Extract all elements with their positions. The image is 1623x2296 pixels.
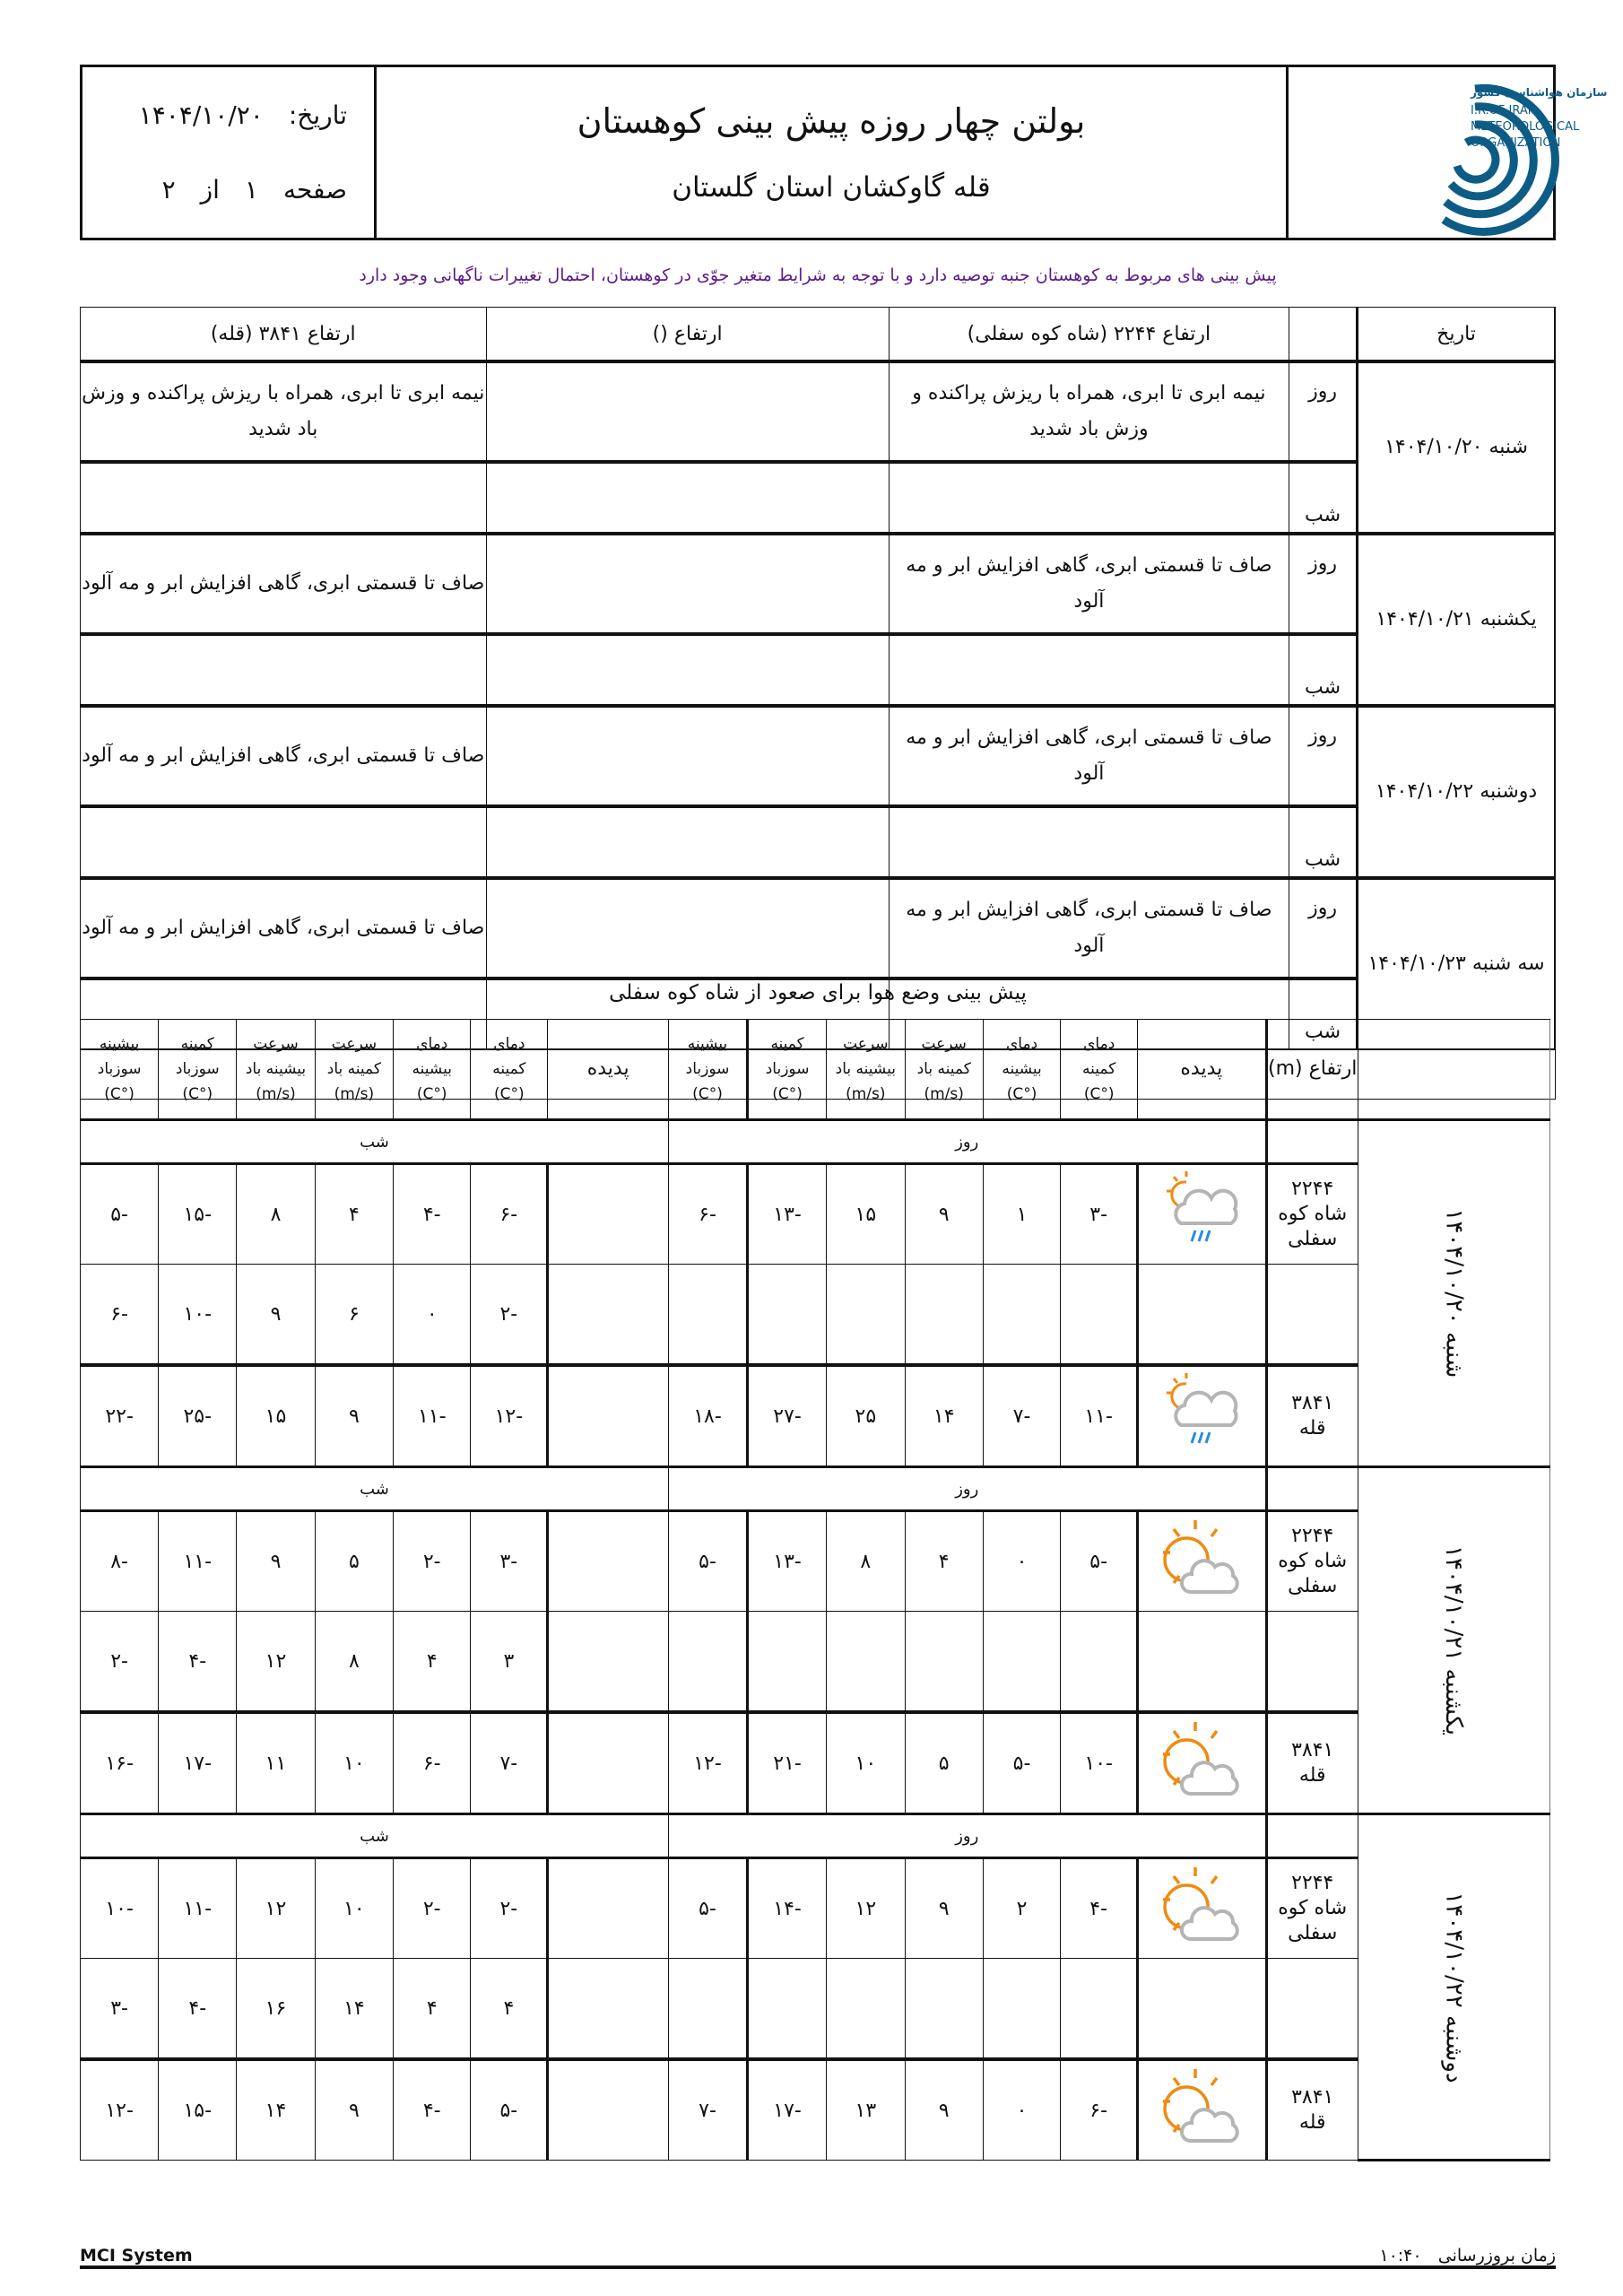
summary-night-alt2 [486, 806, 889, 878]
detail-header-min-chill-day: کمینه سوزباد (°C) [748, 1020, 827, 1120]
day-min-wind-cell: ۱۴ [905, 1365, 983, 1467]
night-max-wind-cell: ۱۶ [237, 1959, 315, 2060]
day-max-chill-cell [668, 1265, 747, 1366]
day-min-chill-cell: -۲۷ [748, 1365, 827, 1467]
day-min-chill-cell: -۱۳ [748, 1164, 827, 1265]
day-max-wind-cell [827, 1265, 905, 1366]
night-max-temp-cell: ۰ [394, 1265, 471, 1366]
title-cell [374, 67, 1286, 238]
logo-text-fa: سازمان هواشناسی کشور [1470, 86, 1607, 99]
night-min-temp-cell: -۲ [471, 1858, 548, 1959]
day-min-wind-cell [905, 1612, 983, 1713]
detail-night-caption: شب [81, 1467, 669, 1511]
night-max-wind-cell: ۱۴ [237, 2059, 315, 2161]
summary-day-alt3: صاف تا قسمتی ابری، گاهی افزایش ابر و مه آلود [81, 534, 487, 634]
summary-night-alt1 [889, 806, 1289, 878]
day-min-temp-cell [1061, 1959, 1138, 2060]
night-max-chill-cell: -۶ [81, 1265, 159, 1366]
night-max-wind-cell: ۱۱ [237, 1712, 315, 1814]
altitude-name: شاه کوه سفلی [1278, 1203, 1348, 1250]
day-min-chill-cell: -۱۷ [748, 2059, 827, 2161]
night-min-temp-cell: -۷ [471, 1712, 548, 1814]
logo-cell [1286, 67, 1607, 238]
partly-cloudy-rain-icon [1161, 1235, 1242, 1257]
day-max-chill-cell: -۷ [668, 2059, 747, 2161]
altitude-value: ۲۲۴۴ [1291, 1178, 1334, 1200]
date-label: تاریخ: [288, 100, 347, 130]
night-max-chill-cell: -۱۶ [81, 1712, 159, 1814]
night-phenomenon-cell [548, 2059, 669, 2161]
day-min-temp-cell: -۱۰ [1061, 1712, 1138, 1814]
summary-night-alt2 [486, 462, 889, 534]
summary-day-alt2 [486, 878, 889, 978]
night-min-chill-cell: -۴ [159, 1612, 237, 1713]
summary-day-alt1: صاف تا قسمتی ابری، گاهی افزایش ابر و مه آلود [889, 534, 1289, 634]
altitude-cell [1266, 1612, 1358, 1713]
night-min-temp-cell: -۳ [471, 1511, 548, 1612]
detail-day-caption: روز [668, 1120, 1266, 1164]
night-min-chill-cell: -۱۱ [159, 1858, 237, 1959]
day-max-temp-cell: ۰ [983, 2059, 1060, 2161]
night-min-wind-cell: ۱۴ [315, 1959, 393, 2060]
detail-data-row [81, 1365, 1550, 1467]
night-max-temp-cell: -۲ [394, 1858, 471, 1959]
detail-header-min-temp-night: دمای کمینه (°C) [471, 1020, 548, 1120]
altitude-cell [1266, 1365, 1358, 1467]
day-phenomenon-cell [1138, 1511, 1266, 1612]
detail-header-max-chill-day: بیشینه سوزباد (°C) [668, 1020, 747, 1120]
logo-spiral-icon [1444, 88, 1555, 231]
detail-day-caption: روز [668, 1814, 1266, 1858]
page-current: ۱ [244, 175, 258, 204]
day-min-wind-cell: ۹ [905, 1164, 983, 1265]
detail-header-altitude: ارتفاع (m) [1266, 1020, 1358, 1120]
night-max-temp-cell: -۶ [394, 1712, 471, 1814]
altitude-cell [1266, 1511, 1358, 1612]
summary-night-alt2 [486, 634, 889, 706]
detail-data-row [81, 1959, 1550, 2060]
night-min-temp-cell: -۵ [471, 2059, 548, 2161]
detail-night-caption: شب [81, 1120, 669, 1164]
night-max-wind-cell: ۱۲ [237, 1612, 315, 1713]
day-label: روز [1289, 878, 1357, 978]
altitude-name: قله [1298, 2111, 1326, 2134]
system-name: MCI System [80, 2246, 193, 2266]
night-max-wind-cell: ۱۲ [237, 1858, 315, 1959]
night-max-wind-cell: ۱۵ [237, 1365, 315, 1467]
night-max-temp-cell: ۴ [394, 1959, 471, 2060]
altitude-cell [1266, 1164, 1358, 1265]
detail-header-min-wind-night: سرعت کمینه باد (m/s) [315, 1020, 393, 1120]
summary-header-date: تاریخ [1358, 308, 1555, 362]
day-max-temp-cell [983, 1612, 1060, 1713]
altitude-name: قله [1298, 1764, 1326, 1787]
detail-data-row [81, 2059, 1550, 2161]
summary-day-alt2 [486, 706, 889, 806]
night-max-chill-cell: -۱۰ [81, 1858, 159, 1959]
day-min-temp-cell [1061, 1265, 1138, 1366]
detail-header-day [1358, 1020, 1549, 1120]
night-max-chill-cell: -۲ [81, 1612, 159, 1713]
day-max-chill-cell [668, 1959, 747, 2060]
detail-day-label-text: دوشنبه ۱۴۰۴/۱۰/۲۲ [1440, 1891, 1468, 2083]
detail-day-label [1358, 1120, 1549, 1467]
update-time-value: ۱۰:۴۰ [1379, 2246, 1422, 2266]
day-max-chill-cell [668, 1612, 747, 1713]
day-max-wind-cell: ۱۳ [827, 2059, 905, 2161]
night-phenomenon-cell [548, 1365, 669, 1467]
summary-day-row [81, 706, 1556, 806]
summary-night-alt3 [81, 634, 487, 706]
summary-night-alt3 [81, 806, 487, 878]
altitude-value: ۲۲۴۴ [1291, 1525, 1334, 1547]
night-min-wind-cell: ۶ [315, 1265, 393, 1366]
night-phenomenon-cell [548, 1265, 669, 1366]
detail-forecast-table [80, 1019, 1550, 2161]
update-time-label: زمان بروزرسانی [1437, 2246, 1556, 2266]
night-label: شب [1289, 978, 1357, 1049]
summary-day-row [81, 878, 1556, 978]
day-max-chill-cell: -۱۸ [668, 1365, 747, 1467]
night-max-chill-cell: -۸ [81, 1511, 159, 1612]
detail-header-max-wind-day: سرعت بیشینه باد (m/s) [827, 1020, 905, 1120]
day-min-temp-cell: -۱۱ [1061, 1365, 1138, 1467]
summary-day-alt1: صاف تا قسمتی ابری، گاهی افزایش ابر و مه آلود [889, 706, 1289, 806]
night-max-temp-cell: -۴ [394, 2059, 471, 2161]
day-phenomenon-cell [1138, 1959, 1266, 2060]
summary-date-cell: دوشنبه ۱۴۰۴/۱۰/۲۲ [1358, 706, 1555, 878]
detail-data-row [81, 1265, 1550, 1366]
night-phenomenon-cell [548, 1612, 669, 1713]
detail-section-title: پیش بینی وضع هوا برای صعود از شاه کوه سفلی [609, 981, 1027, 1004]
night-min-wind-cell: ۴ [315, 1164, 393, 1265]
summary-date-cell: یکشنبه ۱۴۰۴/۱۰/۲۱ [1358, 534, 1555, 706]
day-max-wind-cell: ۱۲ [827, 1858, 905, 1959]
detail-header-max-temp-night: دمای بیشینه (°C) [394, 1020, 471, 1120]
day-max-temp-cell: -۷ [983, 1365, 1060, 1467]
summary-header-alt1: ارتفاع ۲۲۴۴ (شاه کوه سفلی) [889, 308, 1289, 362]
detail-day-caption: روز [668, 1467, 1266, 1511]
day-min-temp-cell: -۴ [1061, 1858, 1138, 1959]
logo-text-en-1: I.R.OF IRAN [1470, 104, 1536, 117]
date-row [109, 100, 347, 130]
summary-day-alt3: صاف تا قسمتی ابری، گاهی افزایش ابر و مه آلود [81, 706, 487, 806]
page-of: از [200, 175, 220, 204]
day-max-wind-cell: ۲۵ [827, 1365, 905, 1467]
night-max-temp-cell: ۴ [394, 1612, 471, 1713]
altitude-cell [1266, 1858, 1358, 1959]
night-min-chill-cell: -۴ [159, 1959, 237, 2060]
sun-behind-cloud-icon [1161, 2131, 1242, 2153]
bulletin-title: بولتن چهار روزه پیش بینی کوهستان [577, 101, 1086, 141]
summary-header-daynight [1289, 308, 1357, 362]
logo-text-en-2: METEOROLOGICAL [1470, 120, 1579, 134]
night-max-wind-cell: ۸ [237, 1164, 315, 1265]
day-phenomenon-cell [1138, 1164, 1266, 1265]
day-min-chill-cell [748, 1959, 827, 2060]
update-time-group [1379, 2246, 1556, 2266]
day-label: روز [1289, 534, 1357, 634]
night-phenomenon-cell [548, 1511, 669, 1612]
day-min-chill-cell: -۲۱ [748, 1712, 827, 1814]
night-max-chill-cell: -۲۲ [81, 1365, 159, 1467]
day-phenomenon-cell [1138, 1612, 1266, 1713]
detail-header-min-chill-night: کمینه سوزباد (°C) [159, 1020, 237, 1120]
day-min-wind-cell: ۴ [905, 1511, 983, 1612]
day-max-wind-cell: ۱۵ [827, 1164, 905, 1265]
day-max-temp-cell: ۱ [983, 1164, 1060, 1265]
day-min-wind-cell: ۵ [905, 1712, 983, 1814]
day-phenomenon-cell [1138, 1712, 1266, 1814]
detail-day-label [1358, 1467, 1549, 1814]
day-min-wind-cell [905, 1265, 983, 1366]
altitude-name: قله [1298, 1417, 1326, 1439]
day-phenomenon-cell [1138, 1365, 1266, 1467]
logo-text-en-3: ORGANIZATION [1470, 136, 1560, 150]
detail-data-row [81, 1712, 1550, 1814]
day-max-chill-cell: -۶ [668, 1164, 747, 1265]
summary-night-alt3 [81, 462, 487, 534]
day-label: روز [1289, 706, 1357, 806]
day-max-chill-cell: -۱۲ [668, 1712, 747, 1814]
page-row [109, 175, 347, 204]
day-max-temp-cell [983, 1265, 1060, 1366]
summary-day-alt3: نیمه ابری تا ابری، همراه با ریزش پراکنده و وزش باد شدید [81, 361, 487, 462]
summary-header-row [81, 308, 1556, 362]
day-max-wind-cell [827, 1959, 905, 2060]
detail-data-row [81, 1858, 1550, 1959]
summary-header-alt3: ارتفاع ۳۸۴۱ (قله) [81, 308, 487, 362]
detail-caption-alt-empty [1266, 1814, 1358, 1858]
detail-caption-alt-empty [1266, 1120, 1358, 1164]
day-max-temp-cell: ۰ [983, 1511, 1060, 1612]
bulletin-subtitle: قله گاوکشان استان گلستان [672, 171, 991, 204]
day-max-wind-cell: ۱۰ [827, 1712, 905, 1814]
partly-cloudy-rain-icon [1161, 1437, 1242, 1459]
altitude-value: ۳۸۴۱ [1291, 1739, 1334, 1761]
night-max-chill-cell: -۳ [81, 1959, 159, 2060]
day-min-chill-cell [748, 1612, 827, 1713]
summary-date-cell: سه شنبه ۱۴۰۴/۱۰/۲۳ [1358, 878, 1555, 1049]
sun-behind-cloud-icon [1161, 1582, 1242, 1605]
summary-day-alt1: نیمه ابری تا ابری، همراه با ریزش پراکنده و وزش باد شدید [889, 361, 1289, 462]
day-min-chill-cell [748, 1265, 827, 1366]
detail-data-row [81, 1164, 1550, 1265]
summary-night-alt1 [889, 462, 1289, 534]
summary-header-alt2: ارتفاع () [486, 308, 889, 362]
detail-header-row [81, 1020, 1550, 1120]
summary-night-alt1 [889, 634, 1289, 706]
summary-night-row [81, 634, 1556, 706]
night-min-temp-cell: -۱۲ [471, 1365, 548, 1467]
night-min-temp-cell: -۲ [471, 1265, 548, 1366]
day-max-wind-cell: ۸ [827, 1511, 905, 1612]
night-max-temp-cell: -۴ [394, 1164, 471, 1265]
day-max-wind-cell [827, 1612, 905, 1713]
day-min-chill-cell: -۱۴ [748, 1858, 827, 1959]
day-phenomenon-cell [1138, 1265, 1266, 1366]
night-max-chill-cell: -۵ [81, 1164, 159, 1265]
altitude-name: شاه کوه سفلی [1278, 1897, 1348, 1944]
sun-behind-cloud-icon [1161, 1929, 1242, 1952]
night-min-chill-cell: -۱۷ [159, 1712, 237, 1814]
detail-data-row [81, 1612, 1550, 1713]
night-min-chill-cell: -۱۵ [159, 1164, 237, 1265]
altitude-value: ۲۲۴۴ [1291, 1872, 1334, 1894]
night-phenomenon-cell [548, 1858, 669, 1959]
day-min-temp-cell: -۳ [1061, 1164, 1138, 1265]
page-footer [80, 2239, 1556, 2269]
night-phenomenon-cell [548, 1164, 669, 1265]
night-min-wind-cell: ۹ [315, 2059, 393, 2161]
night-min-chill-cell: -۱۵ [159, 2059, 237, 2161]
detail-caption-alt-empty [1266, 1467, 1358, 1511]
night-max-temp-cell: -۲ [394, 1511, 471, 1612]
night-max-temp-cell: -۱۱ [394, 1365, 471, 1467]
detail-header-max-temp-day: دمای بیشینه (°C) [983, 1020, 1060, 1120]
summary-day-alt1: صاف تا قسمتی ابری، گاهی افزایش ابر و مه آلود [889, 878, 1289, 978]
night-min-temp-cell: -۶ [471, 1164, 548, 1265]
night-min-temp-cell: ۳ [471, 1612, 548, 1713]
date-value: ۱۴۰۴/۱۰/۲۰ [138, 100, 264, 130]
summary-day-alt2 [486, 361, 889, 462]
day-max-temp-cell: ۲ [983, 1858, 1060, 1959]
day-min-temp-cell: -۶ [1061, 2059, 1138, 2161]
altitude-cell [1266, 1959, 1358, 2060]
summary-night-row [81, 462, 1556, 534]
altitude-cell [1266, 1265, 1358, 1366]
detail-header-phenomenon-night: پدیده [548, 1020, 669, 1120]
detail-night-caption: شب [81, 1814, 669, 1858]
day-min-chill-cell: -۱۳ [748, 1511, 827, 1612]
detail-caption-row [81, 1814, 1550, 1858]
day-max-chill-cell: -۵ [668, 1511, 747, 1612]
day-min-wind-cell: ۹ [905, 1858, 983, 1959]
day-min-temp-cell [1061, 1612, 1138, 1713]
summary-night-row [81, 806, 1556, 878]
day-label: روز [1289, 361, 1357, 462]
detail-data-row [81, 1511, 1550, 1612]
day-max-temp-cell [983, 1959, 1060, 2060]
page-total: ۲ [161, 175, 176, 204]
day-phenomenon-cell [1138, 1858, 1266, 1959]
night-min-wind-cell: ۸ [315, 1612, 393, 1713]
detail-header-max-chill-night: بیشینه سوزباد (°C) [81, 1020, 159, 1120]
summary-day-alt3: صاف تا قسمتی ابری، گاهی افزایش ابر و مه آلود [81, 878, 487, 978]
night-phenomenon-cell [548, 1712, 669, 1814]
meta-cell [82, 67, 374, 238]
night-min-temp-cell: ۴ [471, 1959, 548, 2060]
day-max-temp-cell: -۵ [983, 1712, 1060, 1814]
disclaimer-notice: پیش بینی های مربوط به کوهستان جنبه توصیه دارد و با توجه به شرایط متغیر جوّی در کوهستان، احتمال تغییرات ناگهانی وجود دارد [359, 265, 1277, 285]
detail-day-label-text: یکشنبه ۱۴۰۴/۱۰/۲۱ [1440, 1545, 1468, 1735]
altitude-cell [1266, 1712, 1358, 1814]
summary-day-row [81, 361, 1556, 462]
detail-header-min-temp-day: دمای کمینه (°C) [1061, 1020, 1138, 1120]
detail-header-min-wind-day: سرعت کمینه باد (m/s) [905, 1020, 983, 1120]
sun-behind-cloud-icon [1161, 1784, 1242, 1806]
night-max-chill-cell: -۱۲ [81, 2059, 159, 2161]
detail-day-label-text: شنبه ۱۴۰۴/۱۰/۲۰ [1440, 1208, 1468, 1378]
detail-caption-row [81, 1120, 1550, 1164]
altitude-value: ۳۸۴۱ [1291, 1392, 1334, 1414]
day-max-chill-cell: -۵ [668, 1858, 747, 1959]
night-label: شب [1289, 634, 1357, 706]
night-min-wind-cell: ۱۰ [315, 1858, 393, 1959]
meteorological-organization-logo [1309, 76, 1607, 229]
night-min-chill-cell: -۲۵ [159, 1365, 237, 1467]
altitude-name: شاه کوه سفلی [1278, 1550, 1348, 1597]
detail-day-label [1358, 1814, 1549, 2161]
day-phenomenon-cell [1138, 2059, 1266, 2161]
summary-date-cell: شنبه ۱۴۰۴/۱۰/۲۰ [1358, 361, 1555, 534]
altitude-cell [1266, 2059, 1358, 2161]
night-min-chill-cell: -۱۱ [159, 1511, 237, 1612]
detail-header-max-wind-night: سرعت بیشینه باد (m/s) [237, 1020, 315, 1120]
day-min-wind-cell [905, 1959, 983, 2060]
night-min-chill-cell: -۱۰ [159, 1265, 237, 1366]
altitude-value: ۳۸۴۱ [1291, 2086, 1334, 2109]
day-min-temp-cell: -۵ [1061, 1511, 1138, 1612]
night-min-wind-cell: ۵ [315, 1511, 393, 1612]
night-label: شب [1289, 806, 1357, 878]
night-max-wind-cell: ۹ [237, 1265, 315, 1366]
night-min-wind-cell: ۱۰ [315, 1712, 393, 1814]
summary-day-row [81, 534, 1556, 634]
night-phenomenon-cell [548, 1959, 669, 2060]
detail-header-phenomenon-day: پدیده [1138, 1020, 1266, 1120]
night-label: شب [1289, 462, 1357, 534]
day-min-wind-cell: ۹ [905, 2059, 983, 2161]
bulletin-header [80, 65, 1607, 240]
night-min-wind-cell: ۹ [315, 1365, 393, 1467]
page-label: صفحه [282, 175, 347, 204]
summary-day-alt2 [486, 534, 889, 634]
detail-caption-row [81, 1467, 1550, 1511]
night-max-wind-cell: ۹ [237, 1511, 315, 1612]
